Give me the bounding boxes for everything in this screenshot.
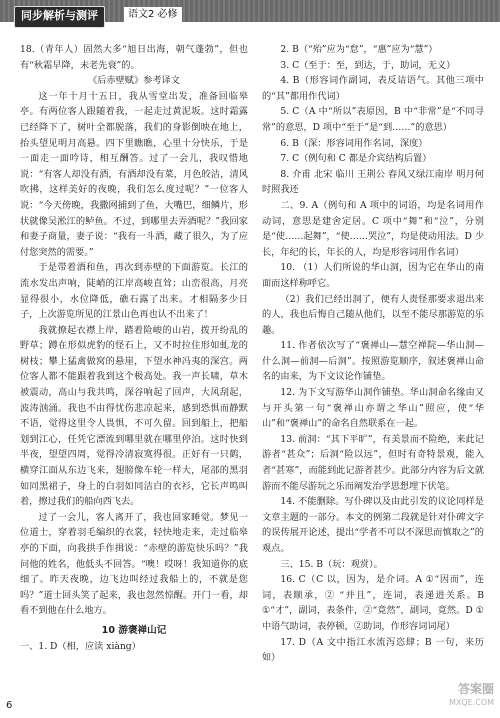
translation-para-4: 过了一会儿，客人离开了，我也回家睡觉。梦见一位道士，穿着羽毛编织的衣裳，轻快地走来，走过临皋亭的下面，向我拱手作揖说：“赤壁的游览快乐吗？”我问他的姓名，他低头不回答。“噢！哎呀！我知道你的底细了。昨天夜晚，边飞边叫经过我船上的，不就是您吗？”道士回头笑了起来，我也忽然惊醒。开门一看，却看不到他在什么地方。	[20, 511, 248, 617]
watermark-text: 答案圈	[457, 682, 494, 696]
translation-para-3: 我就撩起衣襟上岸，踏着险峻的山岩，拨开纷乱的野草；蹲在形似虎豹的怪石上，又不时拉住形如虬龙的树枝；攀上猛禽做窝的悬崖，下望水神冯夷的深宫。两位客人都不能跟着我到这个极高处。我一声长啸，草木被震动，高山与我共鸣，深谷响起了回声，大风刮起，波涛汹涌。我也不由得忧伤悲凉起来，感到恐惧而静默不语，觉得这里令人畏惧，不可久留。回到船上，把船划到江心，任凭它漂流到哪里就在哪里停泊。这时快到半夜，望望四周，觉得冷清寂寞得很。正好有一只鹤，横穿江面从东边飞来，翅膀像车轮一样大，尾部的黑羽如同黑裙子，身上的白羽如同洁白的衣衫，它长声鸣叫着，擦过我们的船向西飞去。	[20, 324, 248, 508]
right-column	[262, 42, 484, 666]
answer-12: 12. 为下文写游华山洞作铺垫。华山洞命名缘由又与开头第一句“褒禅山亦谓之华山”照应，使“华山”和“褒禅山”的命名自然联系在一起。	[262, 387, 484, 430]
answer-5: 5. C（A 中“所以”表原因，B 中“非常”是“不同寻常”的意思，D 项中“至于”是“到……”的意思）	[262, 106, 484, 133]
answer-18: 18.（青年人）固然大多“旭日出海，朝气蓬勃”，但也有“秋霜早降，未老先衰”的。	[20, 44, 248, 71]
page-number: 6	[6, 700, 13, 711]
answer-11: 11. 作者依次写了“褒禅山—慧空禅院—华山洞—什么洞—前洞—后洞”。按照游览顺序，叙述褒禅山命名的由来，为下文议论作铺垫。	[262, 340, 484, 383]
answer-10-1: 10. （1）人们所说的华山洞，因为它在华山的南面而这样称呼它。	[262, 262, 484, 289]
answer-16: 16. C（C 以，因为，是介词。A ①“因而”，连词，表顺承，② “并且”，连词，表递进关系。B ①“才”，副词，表条件，②“竟然”，副词，竟然。D ①中语气助词，表停顿，②助词，作形容词词尾）	[262, 574, 484, 632]
answer-8: 8. 介甫 北宋 临川 王荆公 春风又绿江南岸 明月何时照我还	[262, 168, 484, 196]
answer-1: 一、1. D（相，应读 xiàng）	[20, 640, 141, 652]
answer-17: 17. D（A 文中指江水流泻恣肆；B 一句，来历如）	[262, 636, 484, 664]
answer-6: 6. B（深：形容词用作名词，深度）	[280, 137, 428, 149]
subject-label: 语文2 必修	[124, 7, 182, 22]
watermark-url: MXQE.COM	[448, 698, 494, 707]
answer-2: 2. B（“殆”应为“怠”，“惠”应为“慧”）	[280, 44, 438, 55]
answer-7: 7. C（例句和 C 都是介宾结构后置）	[280, 153, 432, 165]
left-column	[20, 42, 248, 654]
answer-15: 三、15. B（玩：观赏）。	[280, 558, 383, 570]
answer-4: 4. B（形容词作副词，表反诘语气。其他三项中的“其”都用作代词）	[262, 75, 484, 102]
answer-3: 3. C（至于：至，到达，于，助词，无义）	[280, 59, 456, 71]
series-brand: 同步解析与测评	[14, 6, 105, 28]
answer-9: 二、9. A（例句和 A 项中的词语，均是名词用作动词，意思是建舍定居。C 项中“舞”和“泣”，分别是“使……起舞”，“使……哭泣”，均是使动用法。D 少长，年纪的长，年长的人，均是形容词用作名词）	[262, 199, 485, 258]
translation-para-2: 于是带着酒和鱼，再次到赤壁的下面游览。长江的流水发出声响，陡峭的江岸高峻直耸；山峦很高，月亮显得很小，水位降低，礁石露了出来。才相隔多少日子，上次游览所见的江景山色再也认不出来了！	[20, 262, 248, 321]
answer-14: 14. 不能删除。写仆碑以及由此引发的议论同样是文章主题的一部分。本文的例第二段就是针对仆碑文字的误传展开论述，提出“学者不可以不深思而慎取之”的观点。	[262, 496, 484, 554]
answer-10-2: （2）我们已经出洞了，便有人责怪那要求退出来的人，我也后悔自己随从他们，以至不能尽那游览的乐趣。	[262, 293, 484, 336]
answer-13: 13. 前洞：“其下平旷”，有美景而不险绝，来此记游者“甚众”；后洞“险以远”，但时有奇特景观，能入者“甚寒”，而能到此记游者甚少。此部分内容为后文就游而不能尽游玩之乐而阐发治学思想埋下伏笔。	[262, 433, 484, 492]
translation-para-1: 这一年十月十五日，我从雪堂出发，准备回临皋亭。有两位客人跟随着我，一起走过黄泥坂。这时霜露已经降下了，树叶全都脱落，我们的身影倒映在地上，抬头望见明月高悬。四下里瞧瞧，心里十分快乐，于是一面走一面吟诗，相互酬答。过了一会儿，我叹惜地说：“有客人却没有酒，有酒却没有菜，月色皎洁，清风吹拂，这样美好的夜晚，我们怎么度过呢？”一位客人说：“今天傍晚，我撒网捕到了鱼，大嘴巴，细鳞片，形状就像吴淞江的鲈鱼。不过，到哪里去弄酒呢？”我回家和妻子商量，妻子说：“我有一斗酒，藏了很久，为了应付您突然的需要。”	[20, 90, 248, 258]
section-heading: 10 游褒禅山记	[101, 624, 167, 636]
translation-title: 《后赤壁赋》参考译文	[88, 75, 180, 87]
watermark-logo	[424, 682, 494, 712]
page-header	[0, 0, 500, 38]
